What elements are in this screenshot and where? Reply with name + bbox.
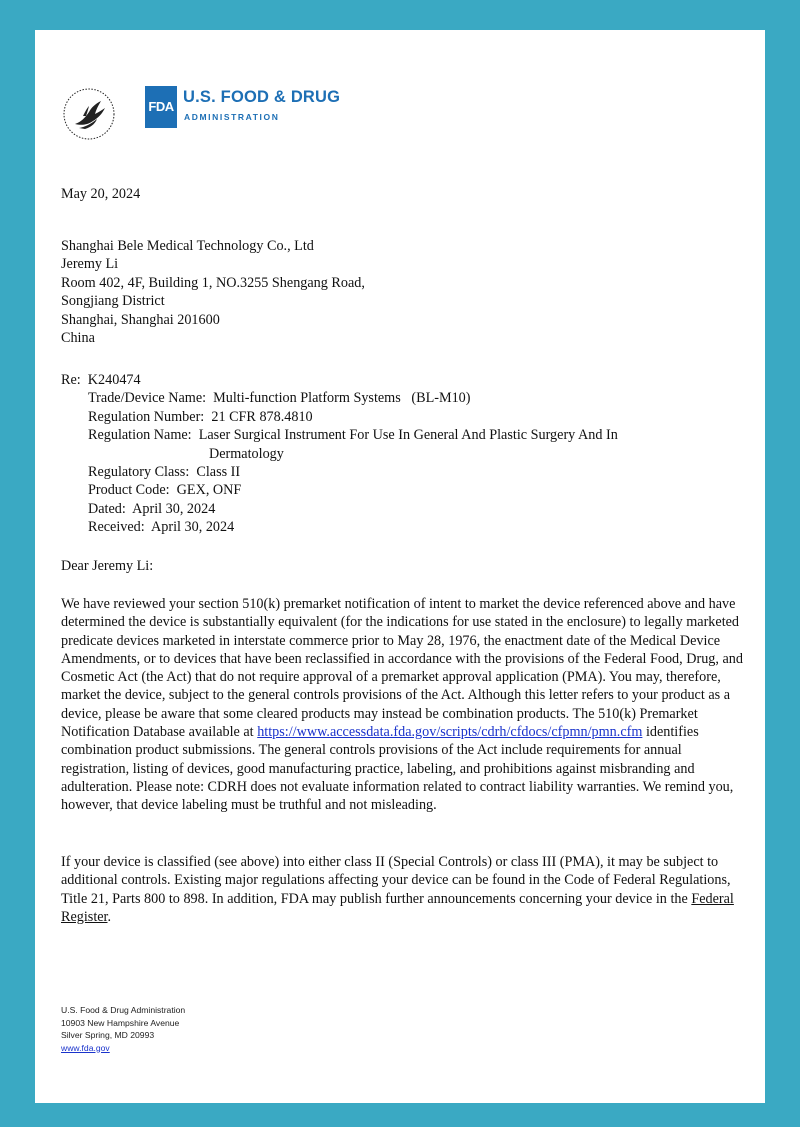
para1-text-b: identifies combination product submissions. The general controls provisions of the Act include requirements for annual registration, listing of devices, good manufacturing practice, labeling, and prohibitions against misbranding and adulteration. Please note: CDRH does not evaluate information related to contract liability warranties. We remind you, however, that device labeling must be truthful and not misleading. (61, 724, 734, 814)
para2-text-b: . (107, 908, 112, 925)
body-paragraph-2 (61, 853, 751, 926)
re-number: K240474 (87, 372, 141, 388)
recipient-contact: Jeremy Li (61, 256, 119, 273)
recipient-company: Shanghai Bele Medical Technology Co., Ltd (61, 238, 314, 254)
footer-city: Silver Spring, MD 20993 (61, 1030, 155, 1040)
fda-box-logo: FDA (145, 86, 177, 128)
re-label: Re: (61, 372, 81, 388)
pmn-database-link[interactable]: https://www.accessdata.fda.gov/scripts/cdrh/cfdocs/cfpmn/pmn.cfm (257, 724, 643, 741)
federal-register-text: Federal Register (61, 890, 734, 925)
received-value: April 30, 2024 (151, 519, 235, 536)
regulation-name-value-2: Dermatology (209, 445, 284, 462)
recipient-address (61, 237, 365, 347)
body-paragraph-1 (61, 595, 751, 815)
dated-line (61, 500, 618, 518)
regulatory-class-value: Class II (196, 463, 241, 480)
dated-value: April 30, 2024 (132, 500, 216, 517)
regulation-name-line (61, 426, 618, 444)
letter-page (35, 30, 765, 1103)
para2-text-a: If your device is classified (see above) into either class II (Special Controls) or class III (PMA), it may be subject to additional controls. Existing major regulations affecting your device can be found in the Code of Federal Regulations, Title 21, Parts 800 to 898. In addition, FDA may publish further announcements concerning your device in the (61, 854, 731, 907)
regulation-name-value: Laser Surgical Instrument For Use In General And Plastic Surgery And In (198, 427, 618, 444)
re-number-line (61, 371, 618, 389)
recipient-country: China (61, 329, 95, 346)
received-line (61, 518, 618, 536)
regulatory-class-line (61, 463, 618, 481)
regulation-name-label: Regulation Name: (88, 427, 192, 444)
regulation-number-line (61, 408, 618, 426)
recipient-street: Room 402, 4F, Building 1, NO.3255 Shengang Road, (61, 274, 365, 291)
para1-text-a: We have reviewed your section 510(k) premarket notification of intent to market the device referenced above and have determined the device is substantially equivalent (for the indications for use stated in the enclosure) to legally marketed predicate devices marketed in interstate commerce prior to May 28, 1976, the enactment date of the Medical Device Amendments, or to devices that have been reclassified in accordance with the provisions of the Federal Food, Drug, and Cosmetic Act (the Act) that do not require approval of a premarket approval application (PMA). You may, therefore, market the device, subject to the general controls provisions of the Act. Although this letter refers to your product as a device, please be aware that some cleared products may instead be combination products. The 510(k) Premarket Notification Database available at (61, 596, 743, 741)
product-code-label: Product Code: (88, 482, 170, 499)
recipient-city: Shanghai, Shanghai 201600 (61, 311, 220, 328)
letter-date: May 20, 2024 (61, 186, 141, 202)
footer-address (61, 1004, 185, 1054)
product-code-value: GEX, ONF (176, 482, 242, 499)
regulation-number-label: Regulation Number: (88, 408, 205, 425)
trade-name-line (61, 389, 618, 407)
trade-name-value: Multi-function Platform Systems (BL-M10) (213, 390, 471, 407)
dated-label: Dated: (88, 500, 126, 517)
re-block (61, 371, 618, 537)
product-code-line (61, 481, 618, 499)
footer-street: 10903 New Hampshire Avenue (61, 1017, 180, 1028)
agency-name: U.S. FOOD & DRUG (183, 88, 341, 106)
salutation: Dear Jeremy Li: (61, 558, 154, 574)
footer-agency: U.S. Food & Drug Administration (61, 1005, 186, 1015)
regulation-name-line-2 (61, 445, 618, 463)
regulation-number-value: 21 CFR 878.4810 (211, 408, 313, 425)
recipient-district: Songjiang District (61, 293, 165, 310)
agency-subtitle: ADMINISTRATION (184, 112, 280, 122)
fda-website-link[interactable]: www.fda.gov (61, 1042, 110, 1053)
trade-name-label: Trade/Device Name: (88, 390, 207, 407)
hhs-eagle-seal-icon (61, 86, 117, 142)
regulatory-class-label: Regulatory Class: (88, 463, 190, 480)
received-label: Received: (88, 519, 145, 536)
